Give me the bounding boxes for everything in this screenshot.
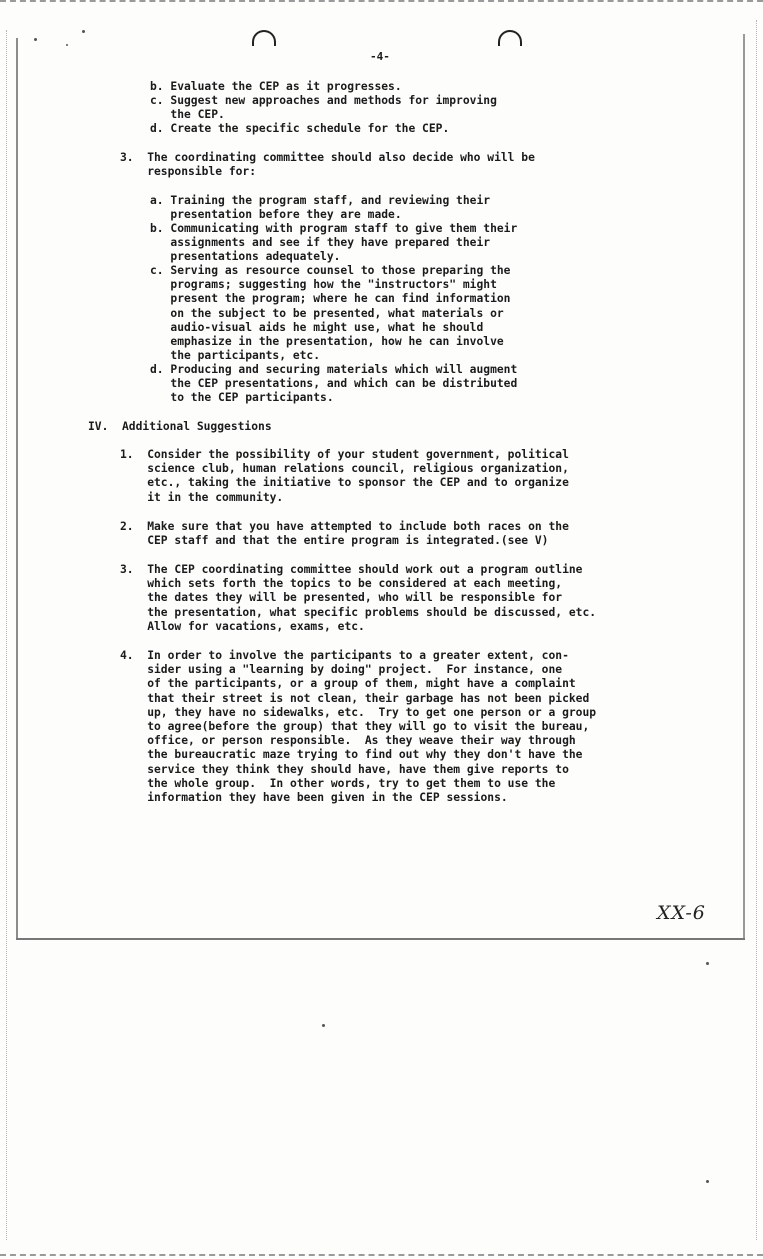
page-number: -4-: [370, 50, 390, 63]
list-item-a-training: a. Training the program staff, and reviewing their presentation before they are made.: [150, 194, 491, 222]
list-item-d-schedule: d. Create the specific schedule for the CEP.: [150, 122, 450, 135]
right-edge: [743, 34, 745, 938]
suggestion-2: 2. Make sure that you have attempted to include both races on the CEP staff and that the entire program is integrated.(see V): [120, 520, 569, 548]
list-item-d-producing: d. Producing and securing materials which will augment the CEP presentations, and which can be distributed to the CEP participants.: [150, 363, 518, 405]
speck: [34, 38, 37, 41]
speck: [706, 962, 709, 965]
right-margin-line: [756, 20, 757, 1240]
left-edge: [16, 38, 18, 938]
left-margin-line: [6, 30, 7, 1240]
page-bottom-border: [0, 1254, 763, 1256]
suggestion-1: 1. Consider the possibility of your student government, political science club, human relations council, religious organization, etc., taking the initiative to sponsor the CEP and to organize it in the community.: [120, 448, 569, 504]
section-heading-iv: IV. Additional Suggestions: [88, 420, 272, 433]
punch-hole-left: [252, 30, 276, 46]
list-item-c-serving: c. Serving as resource counsel to those preparing the programs; suggesting how the "instructors" might present the program; where he can find information on the subject to be presented, what materials or audio-visual aids he might use, what he should emphasize in the presentation, how he can involve the participants, etc.: [150, 264, 511, 363]
speck: [82, 30, 85, 33]
punch-hole-right: [498, 30, 522, 46]
list-item-c-suggest: c. Suggest new approaches and methods for improving the CEP.: [150, 94, 497, 122]
suggestion-3: 3. The CEP coordinating committee should work out a program outline which sets forth the topics to be considered at each meeting, the dates they will be presented, who will be responsible for the presentation, what specific problems should be discussed, etc. Allow for vacations, exams, etc.: [120, 563, 597, 633]
bottom-edge: [16, 938, 745, 940]
list-item-b-evaluate: b. Evaluate the CEP as it progresses.: [150, 80, 402, 93]
speck: [66, 44, 68, 46]
numbered-item-3-committee: 3. The coordinating committee should also decide who will be responsible for:: [120, 151, 535, 179]
handwritten-page-code: XX-6: [657, 902, 706, 924]
suggestion-4: 4. In order to involve the participants to a greater extent, con- sider using a "learning by doing" project. For instance, one of the participants, or a group of them, might have a complaint that their street is not clean, their garbage has not been picked up, they have no sidewalks, etc. Try to get one person or a group to agree(before the group) that they will go to visit the bureau, office, or person responsible. As they weave their way through the bureaucratic maze trying to find out why they don't have the service they think they should have, have them give reports to the whole group. In other words, try to get them to use the information they have been given in the CEP sessions.: [120, 649, 597, 805]
list-item-b-communicating: b. Communicating with program staff to give them their assignments and see if they have prepared their presentations adequately.: [150, 222, 518, 264]
top-edge: [0, 0, 763, 2]
speck: [322, 1024, 325, 1027]
speck: [706, 1180, 709, 1183]
